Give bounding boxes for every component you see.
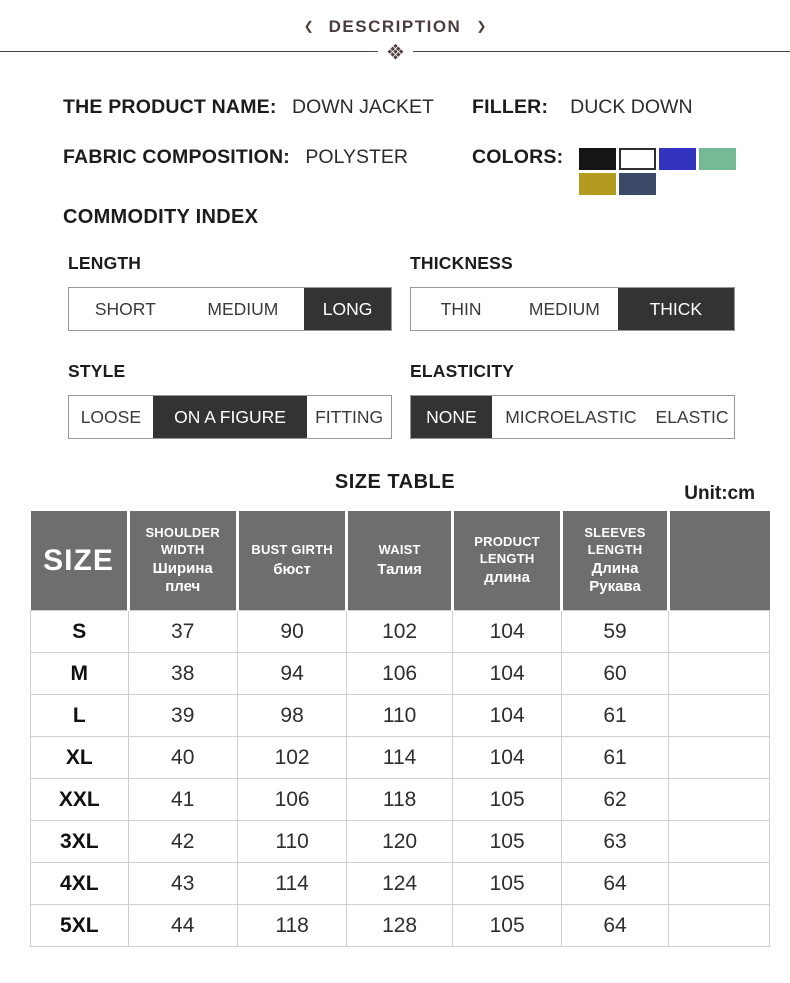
- measurement-cell: 114: [237, 863, 346, 905]
- divider-line-left: [0, 51, 378, 52]
- measurement-cell: 104: [452, 653, 561, 695]
- length-label: LENGTH: [68, 253, 392, 274]
- section-title: DESCRIPTION: [329, 17, 462, 37]
- color-swatch-white: [619, 148, 656, 170]
- length-option-short: SHORT: [69, 288, 182, 330]
- elasticity-option-elastic: ELASTIC: [650, 396, 734, 438]
- empty-cell: [668, 905, 769, 947]
- thickness-label: THICKNESS: [410, 253, 735, 274]
- elasticity-option-none: NONE: [411, 396, 492, 438]
- size-label: L: [31, 695, 129, 737]
- measurement-cell: 105: [452, 863, 561, 905]
- measurement-cell: 94: [237, 653, 346, 695]
- empty-cell: [668, 863, 769, 905]
- size-table-header: [0, 471, 790, 505]
- header-divider: [0, 43, 790, 60]
- empty-cell: [668, 611, 769, 653]
- measurement-cell: 38: [128, 653, 237, 695]
- length-option-medium: MEDIUM: [182, 288, 304, 330]
- style-option-loose: LOOSE: [69, 396, 153, 438]
- size-table-body: [31, 611, 770, 947]
- size-label: XL: [31, 737, 129, 779]
- color-swatch-navy: [619, 173, 656, 195]
- elasticity-option-microelastic: MICROELASTIC: [492, 396, 650, 438]
- elasticity-bar: [410, 395, 735, 439]
- table-row: [31, 863, 770, 905]
- thickness-option-thick: THICK: [618, 288, 734, 330]
- measurement-cell: 110: [347, 695, 453, 737]
- table-row: [31, 653, 770, 695]
- size-label: 3XL: [31, 821, 129, 863]
- table-row: [31, 695, 770, 737]
- empty-cell: [668, 695, 769, 737]
- measurement-cell: 114: [347, 737, 453, 779]
- measurement-cell: 98: [237, 695, 346, 737]
- size-label: XXL: [31, 779, 129, 821]
- section-header: [0, 17, 790, 37]
- color-swatches: [579, 148, 743, 198]
- measurement-cell: 59: [562, 611, 668, 653]
- fabric-value: POLYSTER: [305, 146, 408, 168]
- color-swatch-blue: [659, 148, 696, 170]
- measurement-cell: 102: [347, 611, 453, 653]
- colors-label: COLORS:: [472, 146, 563, 169]
- empty-cell: [668, 821, 769, 863]
- measurement-cell: 64: [562, 863, 668, 905]
- size-table-title: SIZE TABLE: [0, 471, 790, 494]
- column-sleeves-length: SLEEVES LENGTH Длина Рукава: [562, 511, 668, 611]
- table-row: [31, 821, 770, 863]
- measurement-cell: 105: [452, 821, 561, 863]
- commodity-index-title: COMMODITY INDEX: [63, 206, 790, 229]
- thickness-option-thin: THIN: [411, 288, 511, 330]
- size-table-head: [31, 511, 770, 611]
- measurement-cell: 63: [562, 821, 668, 863]
- column-waist: WAIST Талия: [347, 511, 453, 611]
- table-row: [31, 737, 770, 779]
- product-name-value: DOWN JACKET: [292, 96, 434, 118]
- measurement-cell: 43: [128, 863, 237, 905]
- column-bust-girth: BUST GIRTH бюст: [237, 511, 346, 611]
- length-option-long: LONG: [304, 288, 391, 330]
- measurement-cell: 40: [128, 737, 237, 779]
- commodity-index: [68, 253, 790, 439]
- table-row: [31, 905, 770, 947]
- measurement-cell: 39: [128, 695, 237, 737]
- measurement-cell: 61: [562, 737, 668, 779]
- header-row: [31, 511, 770, 611]
- measurement-cell: 90: [237, 611, 346, 653]
- measurement-cell: 104: [452, 737, 561, 779]
- fabric-row: [63, 146, 790, 176]
- elasticity-label: ELASTICITY: [410, 361, 735, 382]
- measurement-cell: 104: [452, 611, 561, 653]
- column-empty: [668, 511, 769, 611]
- thickness-group: [410, 253, 735, 331]
- measurement-cell: 62: [562, 779, 668, 821]
- empty-cell: [668, 653, 769, 695]
- size-label: 4XL: [31, 863, 129, 905]
- style-option-fitting: FITTING: [307, 396, 391, 438]
- length-bar: [68, 287, 392, 331]
- elasticity-group: [410, 361, 735, 439]
- size-label: S: [31, 611, 129, 653]
- measurement-cell: 102: [237, 737, 346, 779]
- thickness-option-medium: MEDIUM: [511, 288, 618, 330]
- table-row: [31, 611, 770, 653]
- filler-label: FILLER:: [472, 96, 548, 119]
- measurement-cell: 105: [452, 905, 561, 947]
- measurement-cell: 61: [562, 695, 668, 737]
- measurement-cell: 118: [347, 779, 453, 821]
- unit-label: Unit:cm: [684, 483, 755, 505]
- style-group: [68, 361, 392, 439]
- style-label: STYLE: [68, 361, 392, 382]
- measurement-cell: 104: [452, 695, 561, 737]
- style-bar: [68, 395, 392, 439]
- measurement-cell: 42: [128, 821, 237, 863]
- column-product-length: PRODUCT LENGTH длина: [452, 511, 561, 611]
- left-bracket: ❮: [304, 19, 314, 33]
- measurement-cell: 118: [237, 905, 346, 947]
- measurement-cell: 37: [128, 611, 237, 653]
- measurement-cell: 41: [128, 779, 237, 821]
- table-row: [31, 779, 770, 821]
- empty-cell: [668, 779, 769, 821]
- thickness-bar: [410, 287, 735, 331]
- product-name-label: THE PRODUCT NAME:: [63, 96, 277, 118]
- product-name-row: [63, 96, 790, 126]
- fabric-label: FABRIC COMPOSITION:: [63, 146, 290, 168]
- measurement-cell: 128: [347, 905, 453, 947]
- empty-cell: [668, 737, 769, 779]
- size-table: [30, 511, 770, 947]
- style-option-on-a-figure: ON A FIGURE: [153, 396, 308, 438]
- measurement-cell: 105: [452, 779, 561, 821]
- diamond-ornament-icon: [387, 43, 404, 60]
- product-info: [63, 96, 790, 176]
- length-group: [68, 253, 392, 331]
- measurement-cell: 110: [237, 821, 346, 863]
- measurement-cell: 60: [562, 653, 668, 695]
- measurement-cell: 44: [128, 905, 237, 947]
- measurement-cell: 106: [347, 653, 453, 695]
- measurement-cell: 64: [562, 905, 668, 947]
- size-label: 5XL: [31, 905, 129, 947]
- right-bracket: ❯: [476, 19, 486, 33]
- measurement-cell: 106: [237, 779, 346, 821]
- color-swatch-green: [699, 148, 736, 170]
- measurement-cell: 124: [347, 863, 453, 905]
- filler-value: DUCK DOWN: [570, 96, 692, 119]
- column-size: SIZE: [31, 511, 129, 611]
- color-swatch-black: [579, 148, 616, 170]
- measurement-cell: 120: [347, 821, 453, 863]
- divider-line-right: [413, 51, 790, 52]
- column-shoulder-width: SHOULDER WIDTH Ширина плеч: [128, 511, 237, 611]
- size-label: M: [31, 653, 129, 695]
- color-swatch-olive: [579, 173, 616, 195]
